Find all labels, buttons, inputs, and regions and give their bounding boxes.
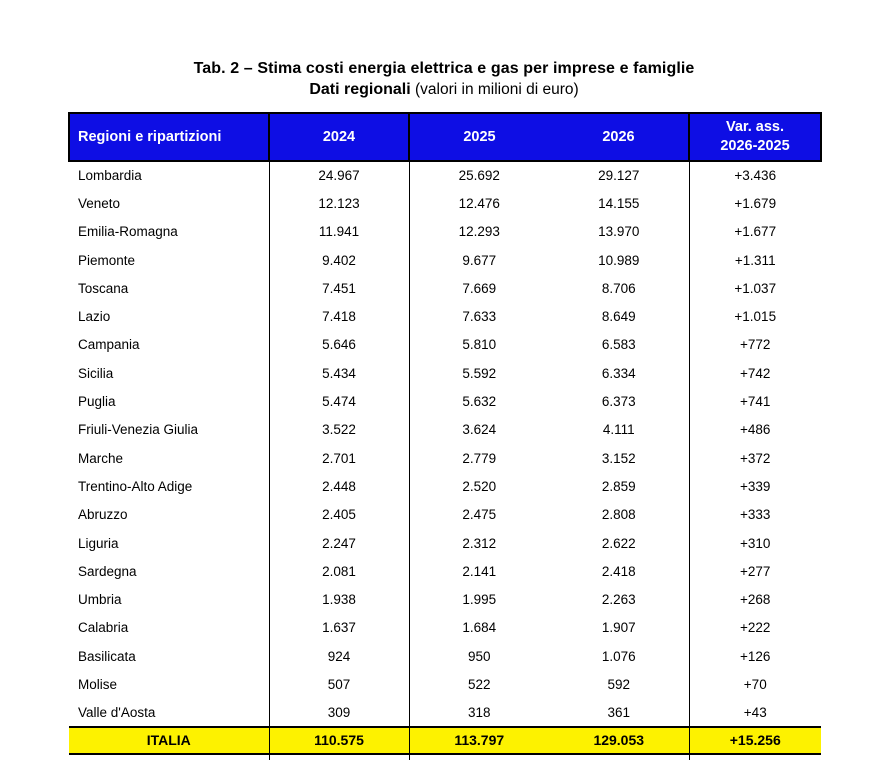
value-cell: 12.476: [409, 189, 549, 217]
value-cell: +339: [689, 472, 821, 500]
region-name: Umbria: [69, 585, 269, 613]
value-cell: 10.989: [549, 246, 689, 274]
table-row: [69, 557, 821, 585]
table-row: [69, 359, 821, 387]
value-cell: 8.649: [549, 302, 689, 330]
partial-next-row: [69, 754, 821, 760]
total-var: +15.256: [689, 727, 821, 754]
total-2026: 129.053: [549, 727, 689, 754]
region-name: Lazio: [69, 302, 269, 330]
table-row: [69, 274, 821, 302]
value-cell: 13.970: [549, 218, 689, 246]
value-cell: +310: [689, 529, 821, 557]
value-cell: 2.405: [269, 501, 409, 529]
table-body: [69, 161, 821, 727]
region-name: Puglia: [69, 387, 269, 415]
value-cell: +268: [689, 585, 821, 613]
value-cell: 507: [269, 670, 409, 698]
value-cell: 3.152: [549, 444, 689, 472]
value-cell: +486: [689, 416, 821, 444]
col-header-regioni: Regioni e ripartizioni: [69, 113, 269, 161]
value-cell: 2.859: [549, 472, 689, 500]
table-row: [69, 472, 821, 500]
value-cell: 3.624: [409, 416, 549, 444]
table-subtitle: [68, 79, 820, 100]
header-row: [69, 113, 821, 161]
value-cell: 7.669: [409, 274, 549, 302]
value-cell: 5.592: [409, 359, 549, 387]
value-cell: +372: [689, 444, 821, 472]
table-row: [69, 614, 821, 642]
table-row: [69, 670, 821, 698]
value-cell: 2.475: [409, 501, 549, 529]
region-name: Emilia-Romagna: [69, 218, 269, 246]
value-cell: +1.037: [689, 274, 821, 302]
value-cell: 2.312: [409, 529, 549, 557]
value-cell: 11.941: [269, 218, 409, 246]
value-cell: 2.263: [549, 585, 689, 613]
region-name: Piemonte: [69, 246, 269, 274]
value-cell: +3.436: [689, 161, 821, 189]
value-cell: 592: [549, 670, 689, 698]
regional-energy-costs-table: [68, 112, 822, 760]
region-name: Campania: [69, 331, 269, 359]
region-name: Toscana: [69, 274, 269, 302]
value-cell: +277: [689, 557, 821, 585]
total-row-italia: [69, 727, 821, 754]
region-name: Calabria: [69, 614, 269, 642]
value-cell: +70: [689, 670, 821, 698]
value-cell: 361: [549, 699, 689, 727]
value-cell: 1.907: [549, 614, 689, 642]
value-cell: +772: [689, 331, 821, 359]
table-row: [69, 416, 821, 444]
value-cell: 5.434: [269, 359, 409, 387]
value-cell: 5.810: [409, 331, 549, 359]
value-cell: 522: [409, 670, 549, 698]
value-cell: 2.141: [409, 557, 549, 585]
value-cell: 29.127: [549, 161, 689, 189]
value-cell: 12.123: [269, 189, 409, 217]
region-name: Trentino-Alto Adige: [69, 472, 269, 500]
value-cell: 9.402: [269, 246, 409, 274]
value-cell: 8.706: [549, 274, 689, 302]
region-name: Sardegna: [69, 557, 269, 585]
value-cell: 9.677: [409, 246, 549, 274]
value-cell: 2.779: [409, 444, 549, 472]
value-cell: +1.311: [689, 246, 821, 274]
col-header-2026: 2026: [549, 113, 689, 161]
table-row: [69, 331, 821, 359]
value-cell: +1.677: [689, 218, 821, 246]
region-name: Sicilia: [69, 359, 269, 387]
title-block: [68, 0, 820, 100]
value-cell: 1.076: [549, 642, 689, 670]
value-cell: 924: [269, 642, 409, 670]
var-ass-line1: Var. ass.: [725, 119, 785, 136]
region-name: Marche: [69, 444, 269, 472]
value-cell: 318: [409, 699, 549, 727]
value-cell: 6.373: [549, 387, 689, 415]
value-cell: 3.522: [269, 416, 409, 444]
table-row: [69, 161, 821, 189]
region-name: Valle d'Aosta: [69, 699, 269, 727]
total-2024: 110.575: [269, 727, 409, 754]
table-row: [69, 585, 821, 613]
total-label: ITALIA: [69, 727, 269, 754]
value-cell: 1.684: [409, 614, 549, 642]
value-cell: 1.938: [269, 585, 409, 613]
total-2025: 113.797: [409, 727, 549, 754]
value-cell: 2.520: [409, 472, 549, 500]
value-cell: 4.111: [549, 416, 689, 444]
table-row: [69, 387, 821, 415]
table-row: [69, 529, 821, 557]
table-row: [69, 642, 821, 670]
var-ass-line2: 2026-2025: [720, 138, 790, 154]
value-cell: 2.247: [269, 529, 409, 557]
value-cell: 1.637: [269, 614, 409, 642]
region-name: Basilicata: [69, 642, 269, 670]
value-cell: 24.967: [269, 161, 409, 189]
value-cell: 7.633: [409, 302, 549, 330]
value-cell: 2.701: [269, 444, 409, 472]
region-name: Friuli-Venezia Giulia: [69, 416, 269, 444]
region-name: Veneto: [69, 189, 269, 217]
value-cell: +741: [689, 387, 821, 415]
value-cell: 12.293: [409, 218, 549, 246]
value-cell: 6.583: [549, 331, 689, 359]
value-cell: 7.418: [269, 302, 409, 330]
value-cell: 6.334: [549, 359, 689, 387]
value-cell: 2.418: [549, 557, 689, 585]
value-cell: 7.451: [269, 274, 409, 302]
value-cell: 1.995: [409, 585, 549, 613]
value-cell: 2.081: [269, 557, 409, 585]
region-name: Molise: [69, 670, 269, 698]
value-cell: +43: [689, 699, 821, 727]
table-title: Tab. 2 – Stima costi energia elettrica e gas per imprese e famiglie: [193, 60, 695, 77]
value-cell: 2.622: [549, 529, 689, 557]
value-cell: +742: [689, 359, 821, 387]
value-cell: +126: [689, 642, 821, 670]
value-cell: 5.632: [409, 387, 549, 415]
table-row: [69, 699, 821, 727]
subtitle-bold: Dati regionali: [309, 81, 411, 98]
table-row: [69, 218, 821, 246]
value-cell: 2.448: [269, 472, 409, 500]
region-name: Abruzzo: [69, 501, 269, 529]
value-cell: 5.474: [269, 387, 409, 415]
col-header-2024: 2024: [269, 113, 409, 161]
table-row: [69, 302, 821, 330]
value-cell: +1.015: [689, 302, 821, 330]
table-row: [69, 444, 821, 472]
table-row: [69, 246, 821, 274]
region-name: Lombardia: [69, 161, 269, 189]
value-cell: +1.679: [689, 189, 821, 217]
value-cell: +333: [689, 501, 821, 529]
value-cell: 14.155: [549, 189, 689, 217]
region-name: Liguria: [69, 529, 269, 557]
value-cell: 5.646: [269, 331, 409, 359]
value-cell: 2.808: [549, 501, 689, 529]
table-container: [68, 0, 820, 760]
value-cell: +222: [689, 614, 821, 642]
value-cell: 950: [409, 642, 549, 670]
table-row: [69, 189, 821, 217]
col-header-2025: 2025: [409, 113, 549, 161]
value-cell: 309: [269, 699, 409, 727]
subtitle-note: (valori in milioni di euro): [410, 81, 579, 98]
table-row: [69, 501, 821, 529]
value-cell: 25.692: [409, 161, 549, 189]
col-header-var-ass: [689, 113, 821, 161]
